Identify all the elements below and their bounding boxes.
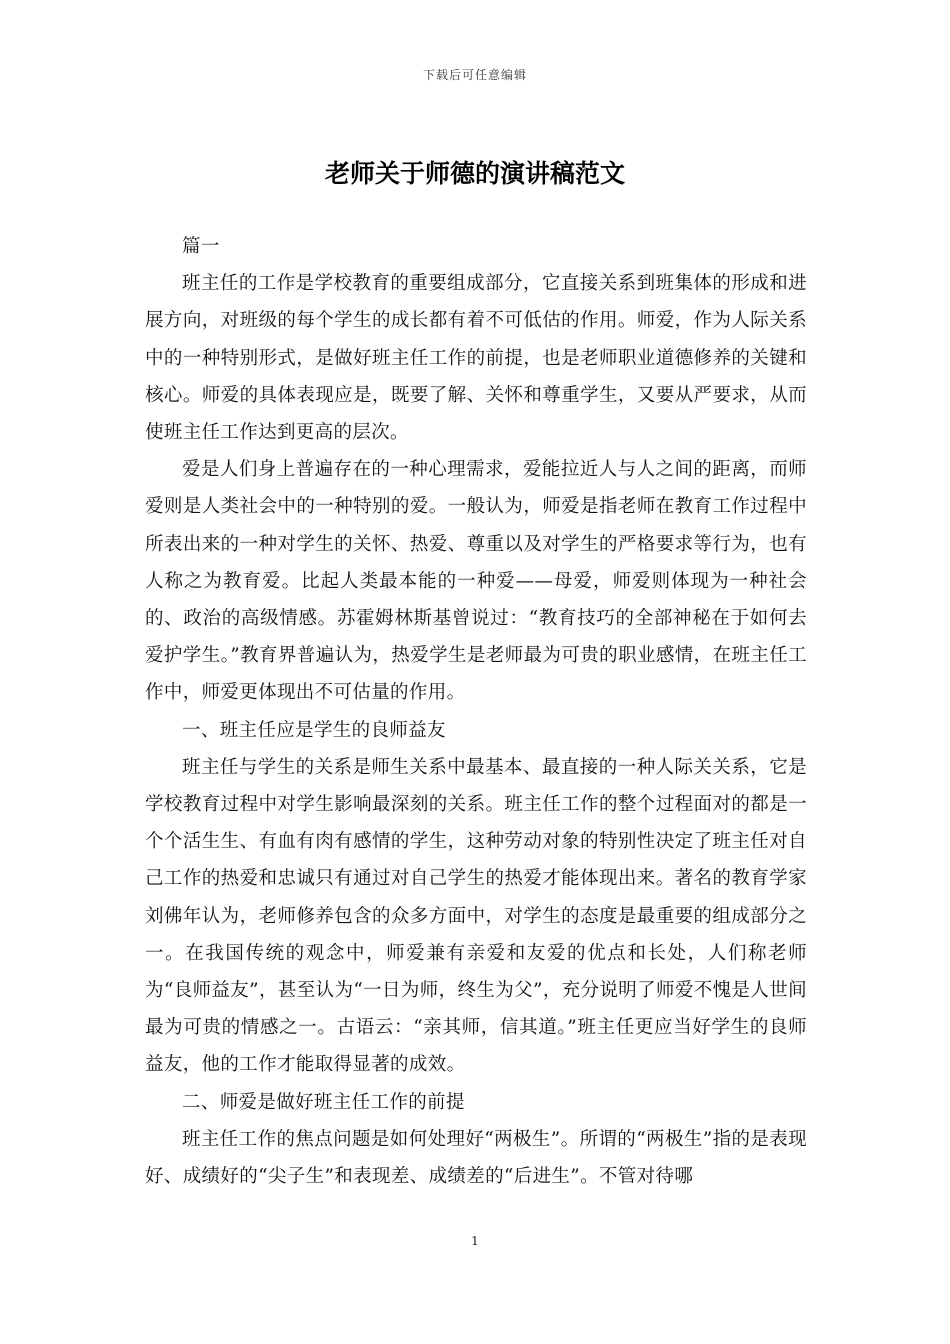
document-title: 老师关于师德的演讲稿范文: [324, 159, 625, 188]
paragraph: 班主任的工作是学校教育的重要组成部分，它直接关系到班集体的形成和进展方向，对班级的每个学生的成长都有着不可低估的作用。师爱，作为人际关系中的一种特别形式，是做好班主任工作的前提，也是老师职业道德修养的关键和核心。师爱的具体表现应是，既要了解、关怀和尊重学生，又要从严要求，从而使班主任工作达到更高的层次。: [145, 273, 807, 444]
page-number: 1: [471, 1234, 479, 1248]
paragraph: 班主任与学生的关系是师生关系中最基本、最直接的一种人际关关系，它是学校教育过程中对学生影响最深刻的关系。班主任工作的整个过程面对的都是一个个活生生、有血有肉有感情的学生，这种劳动对象的特别性决定了班主任对自己工作的热爱和忠诚只有通过对自己学生的热爱才能体现出来。著名的教育学家刘佛年认为，老师修养包含的众多方面中，对学生的态度是最重要的组成部分之一。在我国传统的观念中，师爱兼有亲爱和友爱的优点和长处，人们称老师为“良师益友”，甚至认为“一日为师，终生为父”，充分说明了师爱不愧是人世间最为可贵的情感之一。古语云：“亲其师，信其道。”班主任更应当好学生的良师益友，他的工作才能取得显著的成效。: [145, 756, 807, 1076]
paragraph: 班主任工作的焦点问题是如何处理好“两极生”。所谓的“两极生”指的是表现好、成绩好的“尖子生”和表现差、成绩差的“后进生”。不管对待哪: [145, 1128, 807, 1188]
section-heading: 二、师爱是做好班主任工作的前提: [182, 1091, 465, 1113]
header-note: 下载后可任意编辑: [422, 68, 527, 82]
document-body: [145, 228, 807, 1195]
paragraph-section-label: 篇一: [182, 236, 220, 257]
paragraph: 爱是人们身上普遍存在的一种心理需求，爱能拉近人与人之间的距离，而师爱则是人类社会中的一种特别的爱。一般认为，师爱是指老师在教育工作过程中所表出来的一种对学生的关怀、热爱、尊重以及对学生的严格要求等行为，也有人称之为教育爱。比起人类最本能的一种爱——母爱，师爱则体现为一种社会的、政治的高级情感。苏霍姆林斯基曾说过：“教育技巧的全部神秘在于如何去爱护学生。”教育界普遍认为，热爱学生是老师最为可贵的职业感情，在班主任工作中，师爱更体现出不可估量的作用。: [145, 459, 807, 704]
section-heading: 一、班主任应是学生的良师益友: [182, 719, 446, 741]
